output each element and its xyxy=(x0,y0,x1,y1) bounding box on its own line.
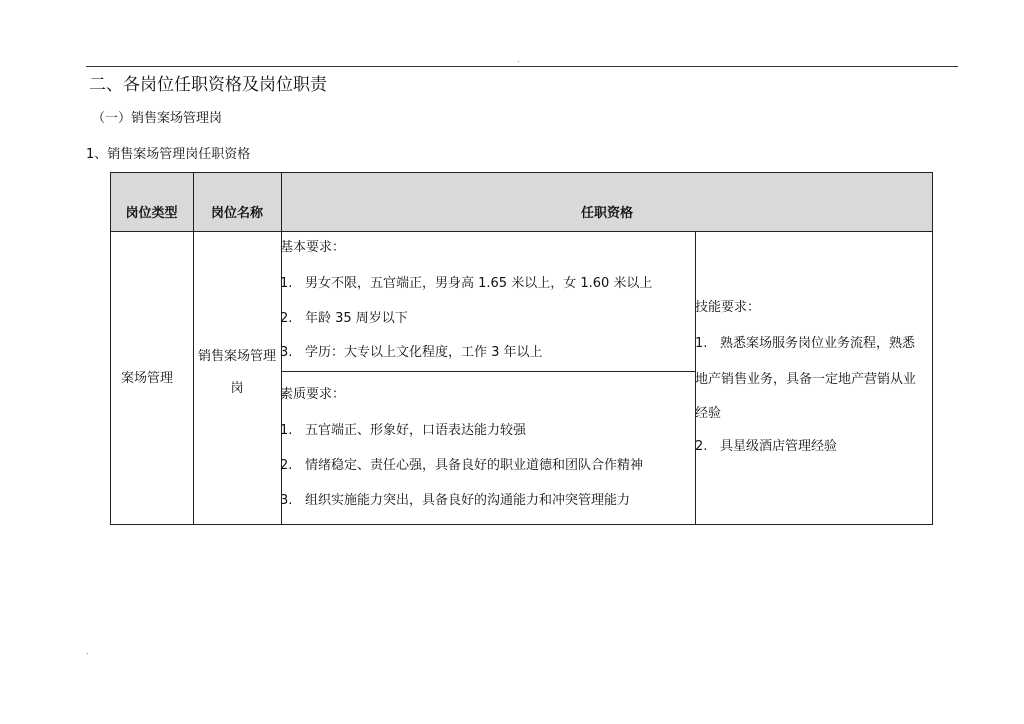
subsection-title: （一）销售案场管理岗 xyxy=(92,111,223,126)
cell-job-type: 案场管理 xyxy=(121,371,174,386)
table-header-divider xyxy=(110,231,933,232)
quality-requirement-item: 3. 组织实施能力突出，具备良好的沟通能力和冲突管理能力 xyxy=(280,493,631,508)
quality-requirement-item: 2. 情绪稳定、责任心强，具备良好的职业道德和团队合作精神 xyxy=(280,458,644,473)
quality-requirement-item: 1. 五官端正、形象好，口语表达能力较强 xyxy=(280,423,527,438)
table-border-right xyxy=(932,172,933,525)
header-dot: . xyxy=(517,55,520,64)
qualification-table xyxy=(110,172,933,525)
skill-requirement-continuation: 经验 xyxy=(695,406,722,421)
table-inner-divider xyxy=(281,371,696,372)
table-border-left xyxy=(110,172,111,525)
table-border-top xyxy=(110,172,933,173)
skill-requirement-continuation: 地产销售业务，具备一定地产营销从业 xyxy=(695,372,917,387)
skill-requirement-item: 2. 具星级酒店管理经验 xyxy=(695,439,838,454)
table-border-bottom xyxy=(110,524,933,525)
header-rule xyxy=(86,66,958,67)
header-job-type: 岗位类型 xyxy=(110,172,193,231)
header-qualification: 任职资格 xyxy=(281,172,933,231)
cell-job-name xyxy=(193,348,281,398)
job-name-line-2: 岗 xyxy=(230,381,244,396)
header-job-name: 岗位名称 xyxy=(193,172,281,231)
basic-requirement-item: 2. 年龄 35 周岁以下 xyxy=(280,311,408,326)
section-title: 二、各岗位任职资格及岗位职责 xyxy=(89,75,327,95)
basic-requirement-item: 1. 男女不限，五官端正，男身高 1.65 米以上，女 1.60 米以上 xyxy=(280,276,653,291)
quality-requirements-title: 素质要求： xyxy=(280,387,346,402)
footer-dot: . xyxy=(86,647,89,656)
skill-requirements-title: 技能要求： xyxy=(695,300,761,315)
basic-requirement-item: 3. 学历：大专以上文化程度，工作 3 年以上 xyxy=(280,345,543,360)
skill-requirement-item: 1. 熟悉案场服务岗位业务流程，熟悉 xyxy=(695,336,916,351)
item-title: 1、销售案场管理岗任职资格 xyxy=(86,147,251,162)
job-name-line-1: 销售案场管理 xyxy=(197,349,276,364)
basic-requirements-title: 基本要求： xyxy=(280,240,346,255)
